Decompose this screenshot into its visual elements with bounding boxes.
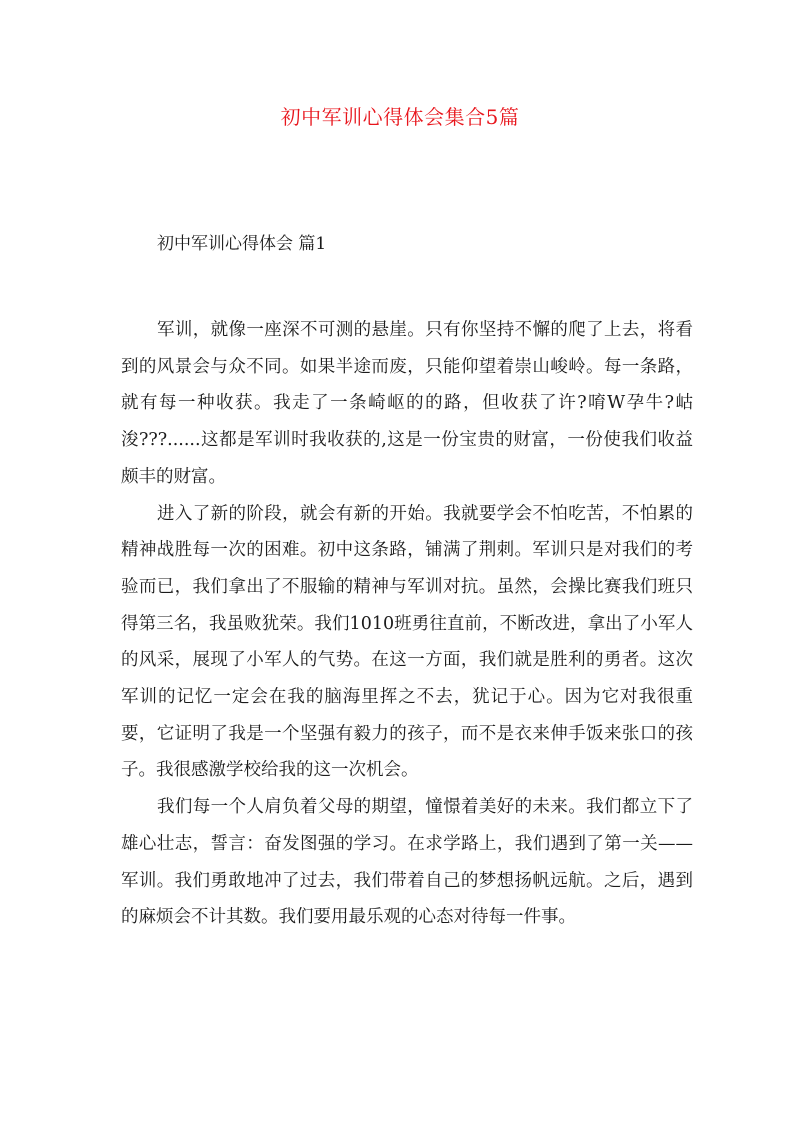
section-heading: 初中军训心得体会 篇1 xyxy=(157,234,327,254)
body-text xyxy=(121,312,693,936)
document-title: 初中军训心得体会集合5篇 xyxy=(280,105,520,129)
paragraph: 进入了新的阶段，就会有新的开始。我就要学会不怕吃苦，不怕累的精神战胜每一次的困难。初中这条路，铺满了荆刺。军训只是对我们的考验而已，我们拿出了不服输的精神与军训对抗。虽然，会操比赛我们班只得第三名，我虽败犹荣。我们1010班勇往直前，不断改进，拿出了小军人的风采，展现了小军人的气势。在这一方面，我们就是胜利的勇者。这次军训的记忆一定会在我的脑海里挥之不去，犹记于心。因为它对我很重要，它证明了我是一个坚强有毅力的孩子，而不是衣来伸手饭来张口的孩子。我很感激学校给我的这一次机会。 xyxy=(121,503,693,781)
paragraph: 军训，就像一座深不可测的悬崖。只有你坚持不懈的爬了上去，将看到的风景会与众不同。如果半途而废，只能仰望着崇山峻岭。每一条路，就有每一种收获。我走了一条崎岖的的路，但收获了许?唷W孕牛?岵浚???......这都是军训时我收获的,这是一份宝贵的财富，一份使我们收益颇丰的财富。 xyxy=(121,320,693,487)
paragraph: 我们每一个人肩负着父母的期望，憧憬着美好的未来。我们都立下了雄心壮志，誓言：奋发图强的学习。在求学路上，我们遇到了第一关——军训。我们勇敢地冲了过去，我们带着自己的梦想扬帆远航。之后，遇到的麻烦会不计其数。我们要用最乐观的心态对待每一件事。 xyxy=(121,797,693,928)
